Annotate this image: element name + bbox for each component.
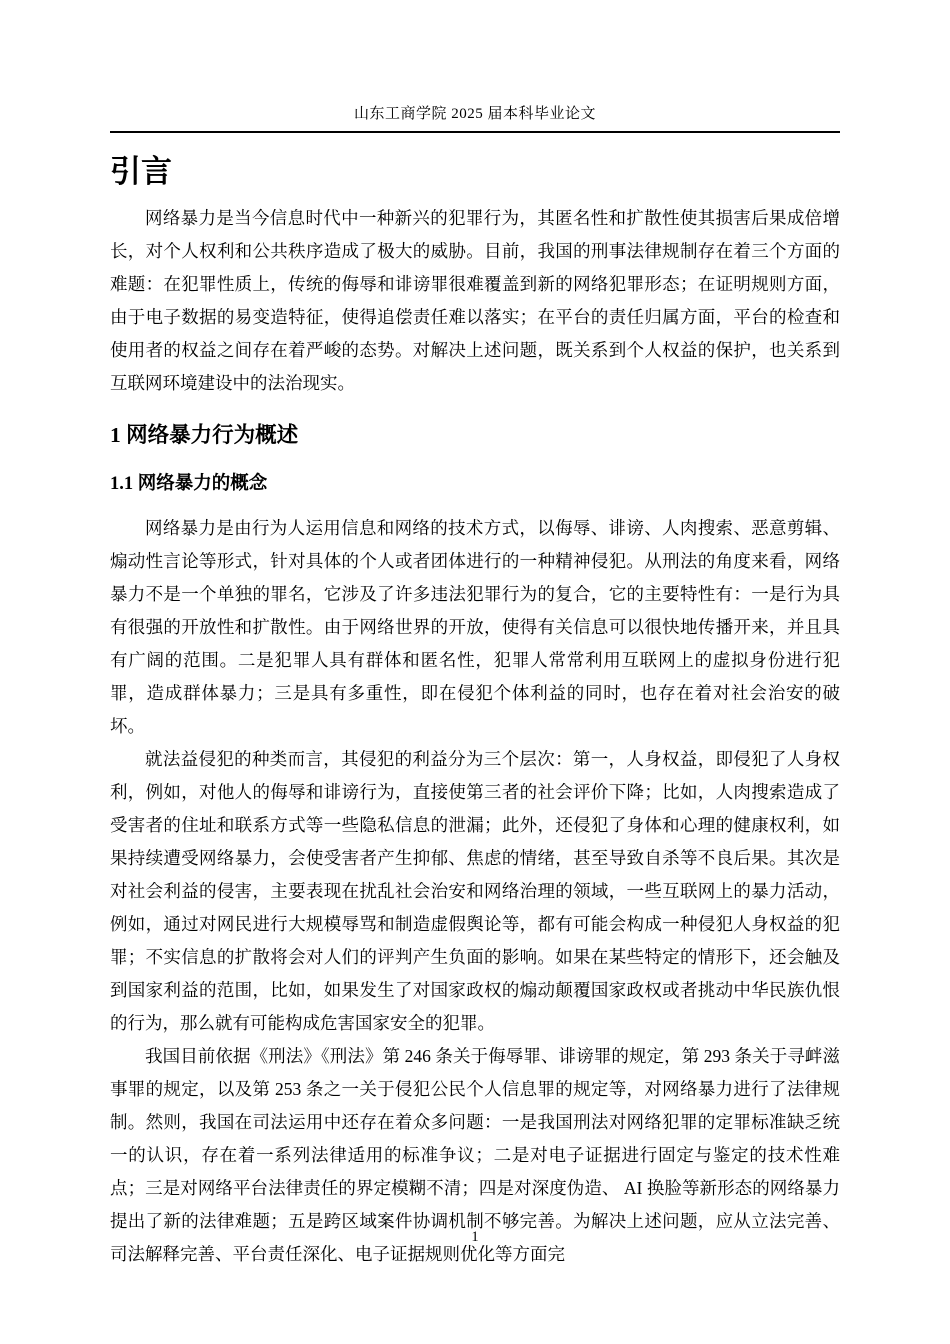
subsection-1-1-heading: 1.1 网络暴力的概念 [110, 474, 268, 495]
running-header-text: 山东工商学院 2025 届本科毕业论文 [353, 106, 596, 122]
running-header [110, 102, 840, 133]
document-title: 引言 [110, 154, 172, 189]
intro-paragraph: 网络暴力是当今信息时代中一种新兴的犯罪行为，其匿名性和扩散性使其损害后果成倍增长，对个人权利和公共秩序造成了极大的威胁。目前，我国的刑事法律规制存在着三个方面的难题：在犯罪性质上，传统的侮辱和诽谤罪很难覆盖到新的网络犯罪形态；在证明规则方面，由于电子数据的易变造特征，使得追偿责任难以落实；在平台的责任归属方面，平台的检查和使用者的权益之间存在着严峻的态势。对解决上述问题，既关系到个人权益的保护，也关系到互联网环境建设中的法治现实。 [110, 208, 840, 394]
page-number: 1 [471, 1229, 479, 1245]
section-1-heading: 1 网络暴力行为概述 [110, 423, 299, 448]
body-paragraph: 网络暴力是由行为人运用信息和网络的技术方式，以侮辱、诽谤、人肉搜索、恶意剪辑、煽动性言论等形式，针对具体的个人或者团体进行的一种精神侵犯。从刑法的角度来看，网络暴力不是一个单独的罪名，它涉及了许多违法犯罪行为的复合，它的主要特性有：一是行为具有很强的开放性和扩散性。由于网络世界的开放，使得有关信息可以很快地传播开来，并且具有广阔的范围。二是犯罪人具有群体和匿名性，犯罪人常常利用互联网上的虚拟身份进行犯罪，造成群体暴力；三是具有多重性，即在侵犯个体利益的同时，也存在着对社会治安的破坏。 [110, 518, 840, 737]
body-paragraph: 就法益侵犯的种类而言，其侵犯的利益分为三个层次：第一，人身权益，即侵犯了人身权利，例如，对他人的侮辱和诽谤行为，直接使第三者的社会评价下降；比如，人肉搜索造成了受害者的住址和联系方式等一些隐私信息的泄漏；此外，还侵犯了身体和心理的健康权利，如果持续遭受网络暴力，会使受害者产生抑郁、焦虑的情绪，甚至导致自杀等不良后果。其次是对社会利益的侵害，主要表现在扰乱社会治安和网络治理的领域，一些互联网上的暴力活动，例如，通过对网民进行大规模辱骂和制造虚假舆论等，都有可能会构成一种侵犯人身权益的犯罪；不实信息的扩散将会对人们的评判产生负面的影响。如果在某些特定的情形下，还会触及到国家利益的范围，比如，如果发生了对国家政权的煽动颠覆国家政权或者挑动中华民族仇恨的行为，那么就有可能构成危害国家安全的犯罪。 [110, 749, 840, 1034]
body-paragraph: 我国目前依据《刑法》《刑法》第 246 条关于侮辱罪、诽谤罪的规定，第 293 条关于寻衅滋事罪的规定，以及第 253 条之一关于侵犯公民个人信息罪的规定等，对网络暴力进行了法律规制。然则，我国在司法运用中还存在着众多问题：一是我国刑法对网络犯罪的定罪标准缺乏统一的认识，存在着一系列法律适用的标准争议；二是对电子证据进行固定与鉴定的技术性难点；三是对网络平台法律责任的界定模糊不清；四是对深度伪造、 AI 换脸等新形态的网络暴力提出了新的法律难题；五是跨区域案件协调机制不够完善。为解决上述问题，应从立法完善、司法解释完善、平台责任深化、电子证据规则优化等方面完 [110, 1046, 840, 1265]
